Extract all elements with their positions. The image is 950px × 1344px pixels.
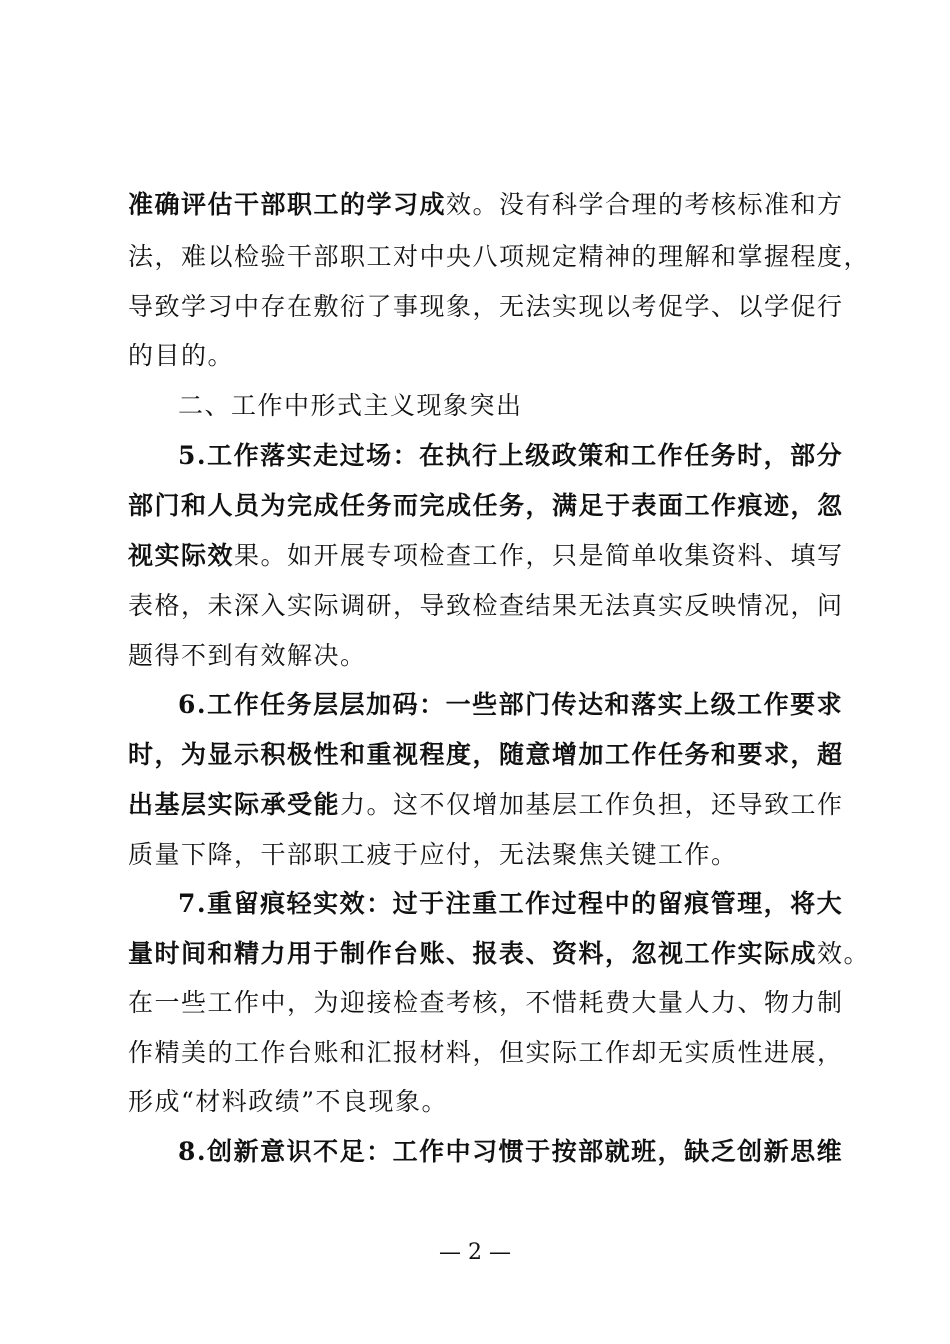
body-text: 在一些工作中，为迎接检查考核，不惜耗费大量人力、物力制 — [128, 988, 844, 1017]
bold-text: 视实际效 — [128, 541, 235, 570]
text-line-6 — [178, 439, 843, 473]
section-heading — [178, 389, 523, 423]
page-number: — 2 — — [439, 1240, 511, 1265]
body-text: 力。这不仅增加基层工作负担，还导致工作 — [340, 790, 844, 819]
text-line-11 — [178, 688, 843, 722]
body-text: 作精美的工作台账和汇报材料，但实际工作却无实质性进展， — [128, 1038, 844, 1067]
body-text: 法，难以检验干部职工对中央八项规定精神的理解和掌握程度， — [128, 242, 871, 271]
body-text: 表格，未深入实际调研，导致检查结果无法真实反映情况，问 — [128, 591, 844, 620]
text-line-16 — [128, 937, 870, 971]
text-line-15 — [178, 887, 843, 921]
text-line-18 — [128, 1036, 844, 1070]
body-text: 果。如开展专项检查工作，只是简单收集资料、填写 — [234, 541, 844, 570]
text-line-2 — [128, 240, 870, 274]
bold-text: 5.工作落实走过场：在执行上级政策和工作任务时，部分 — [178, 441, 844, 470]
body-text: 题得不到有效解决。 — [128, 641, 367, 670]
bold-text: 6.工作任务层层加码：一些部门传达和落实上级工作要求 — [178, 690, 844, 719]
text-line-12 — [128, 738, 844, 772]
text-line-4 — [128, 339, 234, 373]
text-line-7 — [128, 489, 844, 523]
text-line-3 — [128, 290, 844, 324]
text-line-19 — [128, 1085, 448, 1119]
body-text: 的目的。 — [128, 341, 235, 370]
body-text: 效。 — [817, 939, 871, 968]
bold-text: 7.重留痕轻实效：过于注重工作过程中的留痕管理，将大 — [178, 889, 844, 918]
text-line-8 — [128, 539, 844, 573]
text-line-13 — [128, 788, 844, 822]
body-text: 二、工作中形式主义现象突出 — [178, 391, 523, 420]
text-line-17 — [128, 986, 844, 1020]
text-line-20 — [178, 1135, 843, 1169]
body-text: 形成“材料政绩”不良现象。 — [128, 1087, 449, 1116]
bold-text: 8.创新意识不足：工作中习惯于按部就班，缺乏创新思维 — [178, 1137, 844, 1166]
bold-text: 准确评估干部职工的学习成 — [128, 190, 447, 219]
body-text: 效。没有科学合理的考核标准和方 — [446, 190, 844, 219]
text-line-10 — [128, 639, 367, 673]
text-line-1 — [128, 188, 844, 222]
text-line-14 — [128, 838, 738, 872]
body-text: 质量下降，干部职工疲于应付，无法聚焦关键工作。 — [128, 840, 738, 869]
body-text: 导致学习中存在敷衍了事现象，无法实现以考促学、以学促行 — [128, 292, 844, 321]
bold-text: 部门和人员为完成任务而完成任务，满足于表面工作痕迹，忽 — [128, 491, 844, 520]
bold-text: 时，为显示积极性和重视程度，随意增加工作任务和要求，超 — [128, 740, 844, 769]
bold-text: 出基层实际承受能 — [128, 790, 341, 819]
text-line-9 — [128, 589, 844, 623]
bold-text: 量时间和精力用于制作台账、报表、资料，忽视工作实际成 — [128, 939, 818, 968]
